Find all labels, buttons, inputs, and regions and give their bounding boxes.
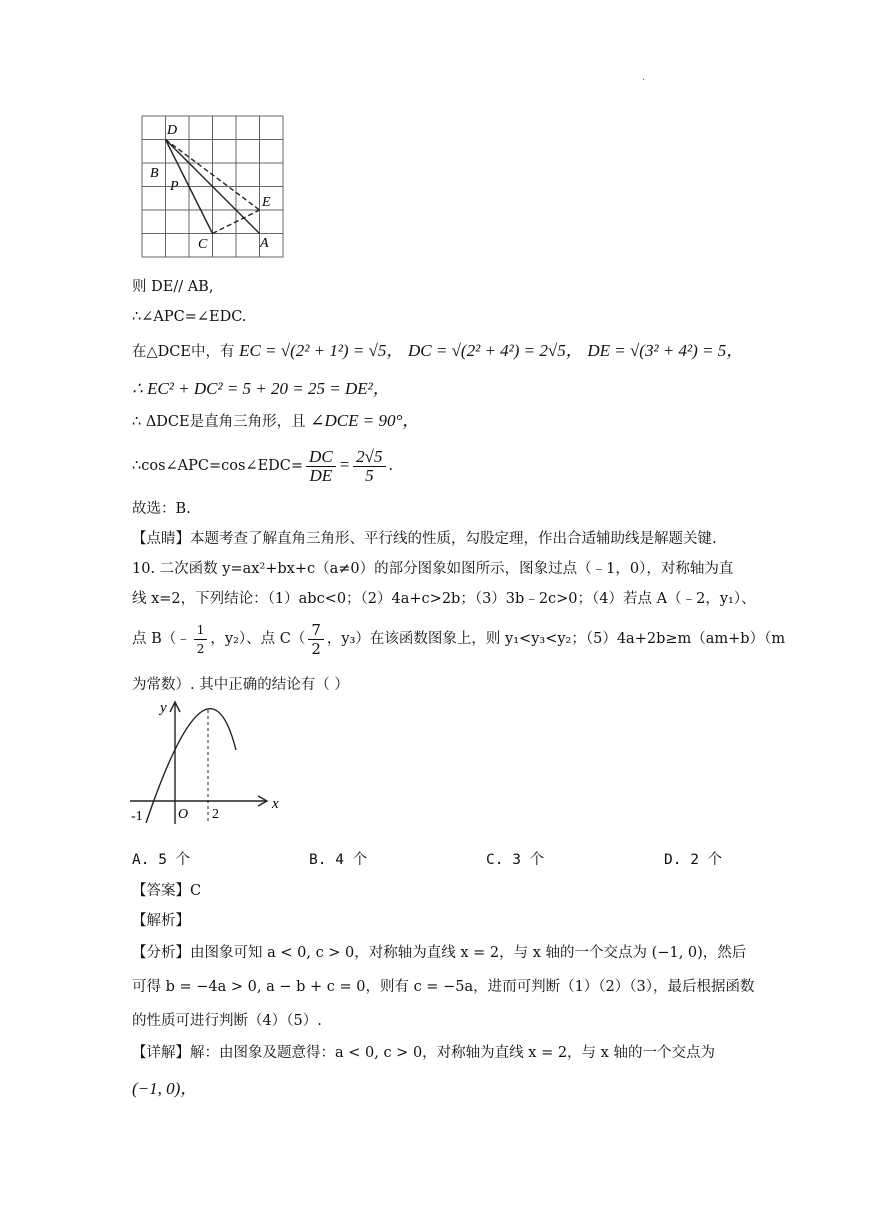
origin-label: O — [178, 807, 189, 822]
q10-line-d: 为常数）. 其中正确的结论有（ ） — [132, 677, 349, 693]
q10-line-b: 线 x=2，下列结论：（1）abc<0；（2）4a+c>2b；（3）3b﹣2c>0；（4）若点 A（﹣2，y₁）、 — [132, 591, 756, 607]
analysis-heading: 【解析】 — [132, 913, 190, 929]
text-line-8: 【点睛】本题考查了解直角三角形、平行线的性质，勾股定理，作出合适辅助线是解题关键. — [132, 531, 717, 547]
parabola-curve — [146, 709, 236, 823]
text-line-3 — [132, 340, 743, 363]
eq-ec: EC = √(2² + 1²) = √5， — [239, 341, 404, 360]
option-c: C. 3 个 — [486, 852, 545, 868]
text-line-4: ∴ EC² + DC² = 5 + 20 = 25 = DE²， — [132, 379, 390, 398]
q10-line-a: 10. 二次函数 y=ax²+bx+c（a≠0）的部分图象如图所示，图象过点（﹣1，0），对称轴为直 — [132, 561, 734, 577]
label-A: A — [260, 236, 269, 251]
label-B: B — [150, 166, 159, 181]
text-line-2: ∴∠APC=∠EDC. — [132, 309, 247, 325]
x-axis-label: x — [272, 796, 279, 812]
two-label: 2 — [212, 807, 219, 822]
analysis-line-a: 【分析】由图象可知 a < 0, c > 0，对称轴为直线 x = 2，与 x 轴的一个交点为 (−1, 0)，然后 — [132, 945, 747, 961]
fraction-7-2: $\frac{7}{2}$ — [308, 621, 324, 658]
answer-line: 【答案】C — [132, 883, 202, 899]
option-d: D. 2 个 — [664, 852, 723, 868]
y-axis-label: y — [160, 700, 167, 716]
fraction-1-2: $\frac{1}{2}$ — [194, 621, 208, 658]
detail-line-a: 【详解】解：由图象及题意得：a < 0, c > 0，对称轴为直线 x = 2，与 x 轴的一个交点为 — [132, 1045, 715, 1061]
eq-dc: DC = √(2² + 4²) = 2√5， — [408, 341, 583, 360]
label-C: C — [198, 237, 208, 252]
label-P: P — [170, 179, 179, 194]
line6-a: ∴cos∠APC=cos∠EDC= — [132, 458, 304, 474]
line5-b: ∠DCE = 90°， — [310, 411, 420, 430]
text-line-1: 则 DE// AB, — [132, 279, 214, 295]
fraction-dc-de: $\frac{DC}{DE}$ — [306, 448, 336, 485]
q10-line-c: 点 B（﹣ $\frac{1}{2}$ ，y₂）、点 C（ $\frac{7}{2}$ ，y₃）在该函数图象上，则 y₁<y₃<y₂；（5）4a+2b≥m（am+b）（m — [132, 620, 786, 658]
parabola-figure — [128, 698, 288, 828]
grid-triangle-figure — [140, 114, 286, 260]
eq-de: DE = √(3² + 4²) = 5， — [587, 341, 744, 360]
text-line-7: 故选：B. — [132, 501, 191, 517]
analysis-line-c: 的性质可进行判断（4）（5）. — [132, 1013, 322, 1029]
text-line-6: ∴cos∠APC=cos∠EDC= $\frac{DC}{DE}$ = $\frac{2√5}{5}$ . — [132, 446, 394, 485]
option-b: B. 4 个 — [309, 852, 368, 868]
line5-a: ∴ ΔDCE是直角三角形，且 — [132, 414, 306, 430]
header-dot: . — [642, 72, 646, 83]
analysis-line-b: 可得 b = −4a > 0, a − b + c = 0，则有 c = −5a，进而可判断（1）（2）（3），最后根据函数 — [132, 979, 755, 995]
text-line-5 — [132, 410, 419, 433]
option-a: A. 5 个 — [132, 852, 191, 868]
detail-line-b: (−1, 0)， — [132, 1079, 198, 1098]
fraction-2root5-5: $\frac{2√5}{5}$ — [353, 448, 385, 485]
line3-prefix: 在△DCE中，有 — [132, 344, 235, 360]
label-D: D — [167, 123, 178, 138]
label-E: E — [262, 195, 271, 210]
minus-one-label: -1 — [131, 809, 143, 824]
